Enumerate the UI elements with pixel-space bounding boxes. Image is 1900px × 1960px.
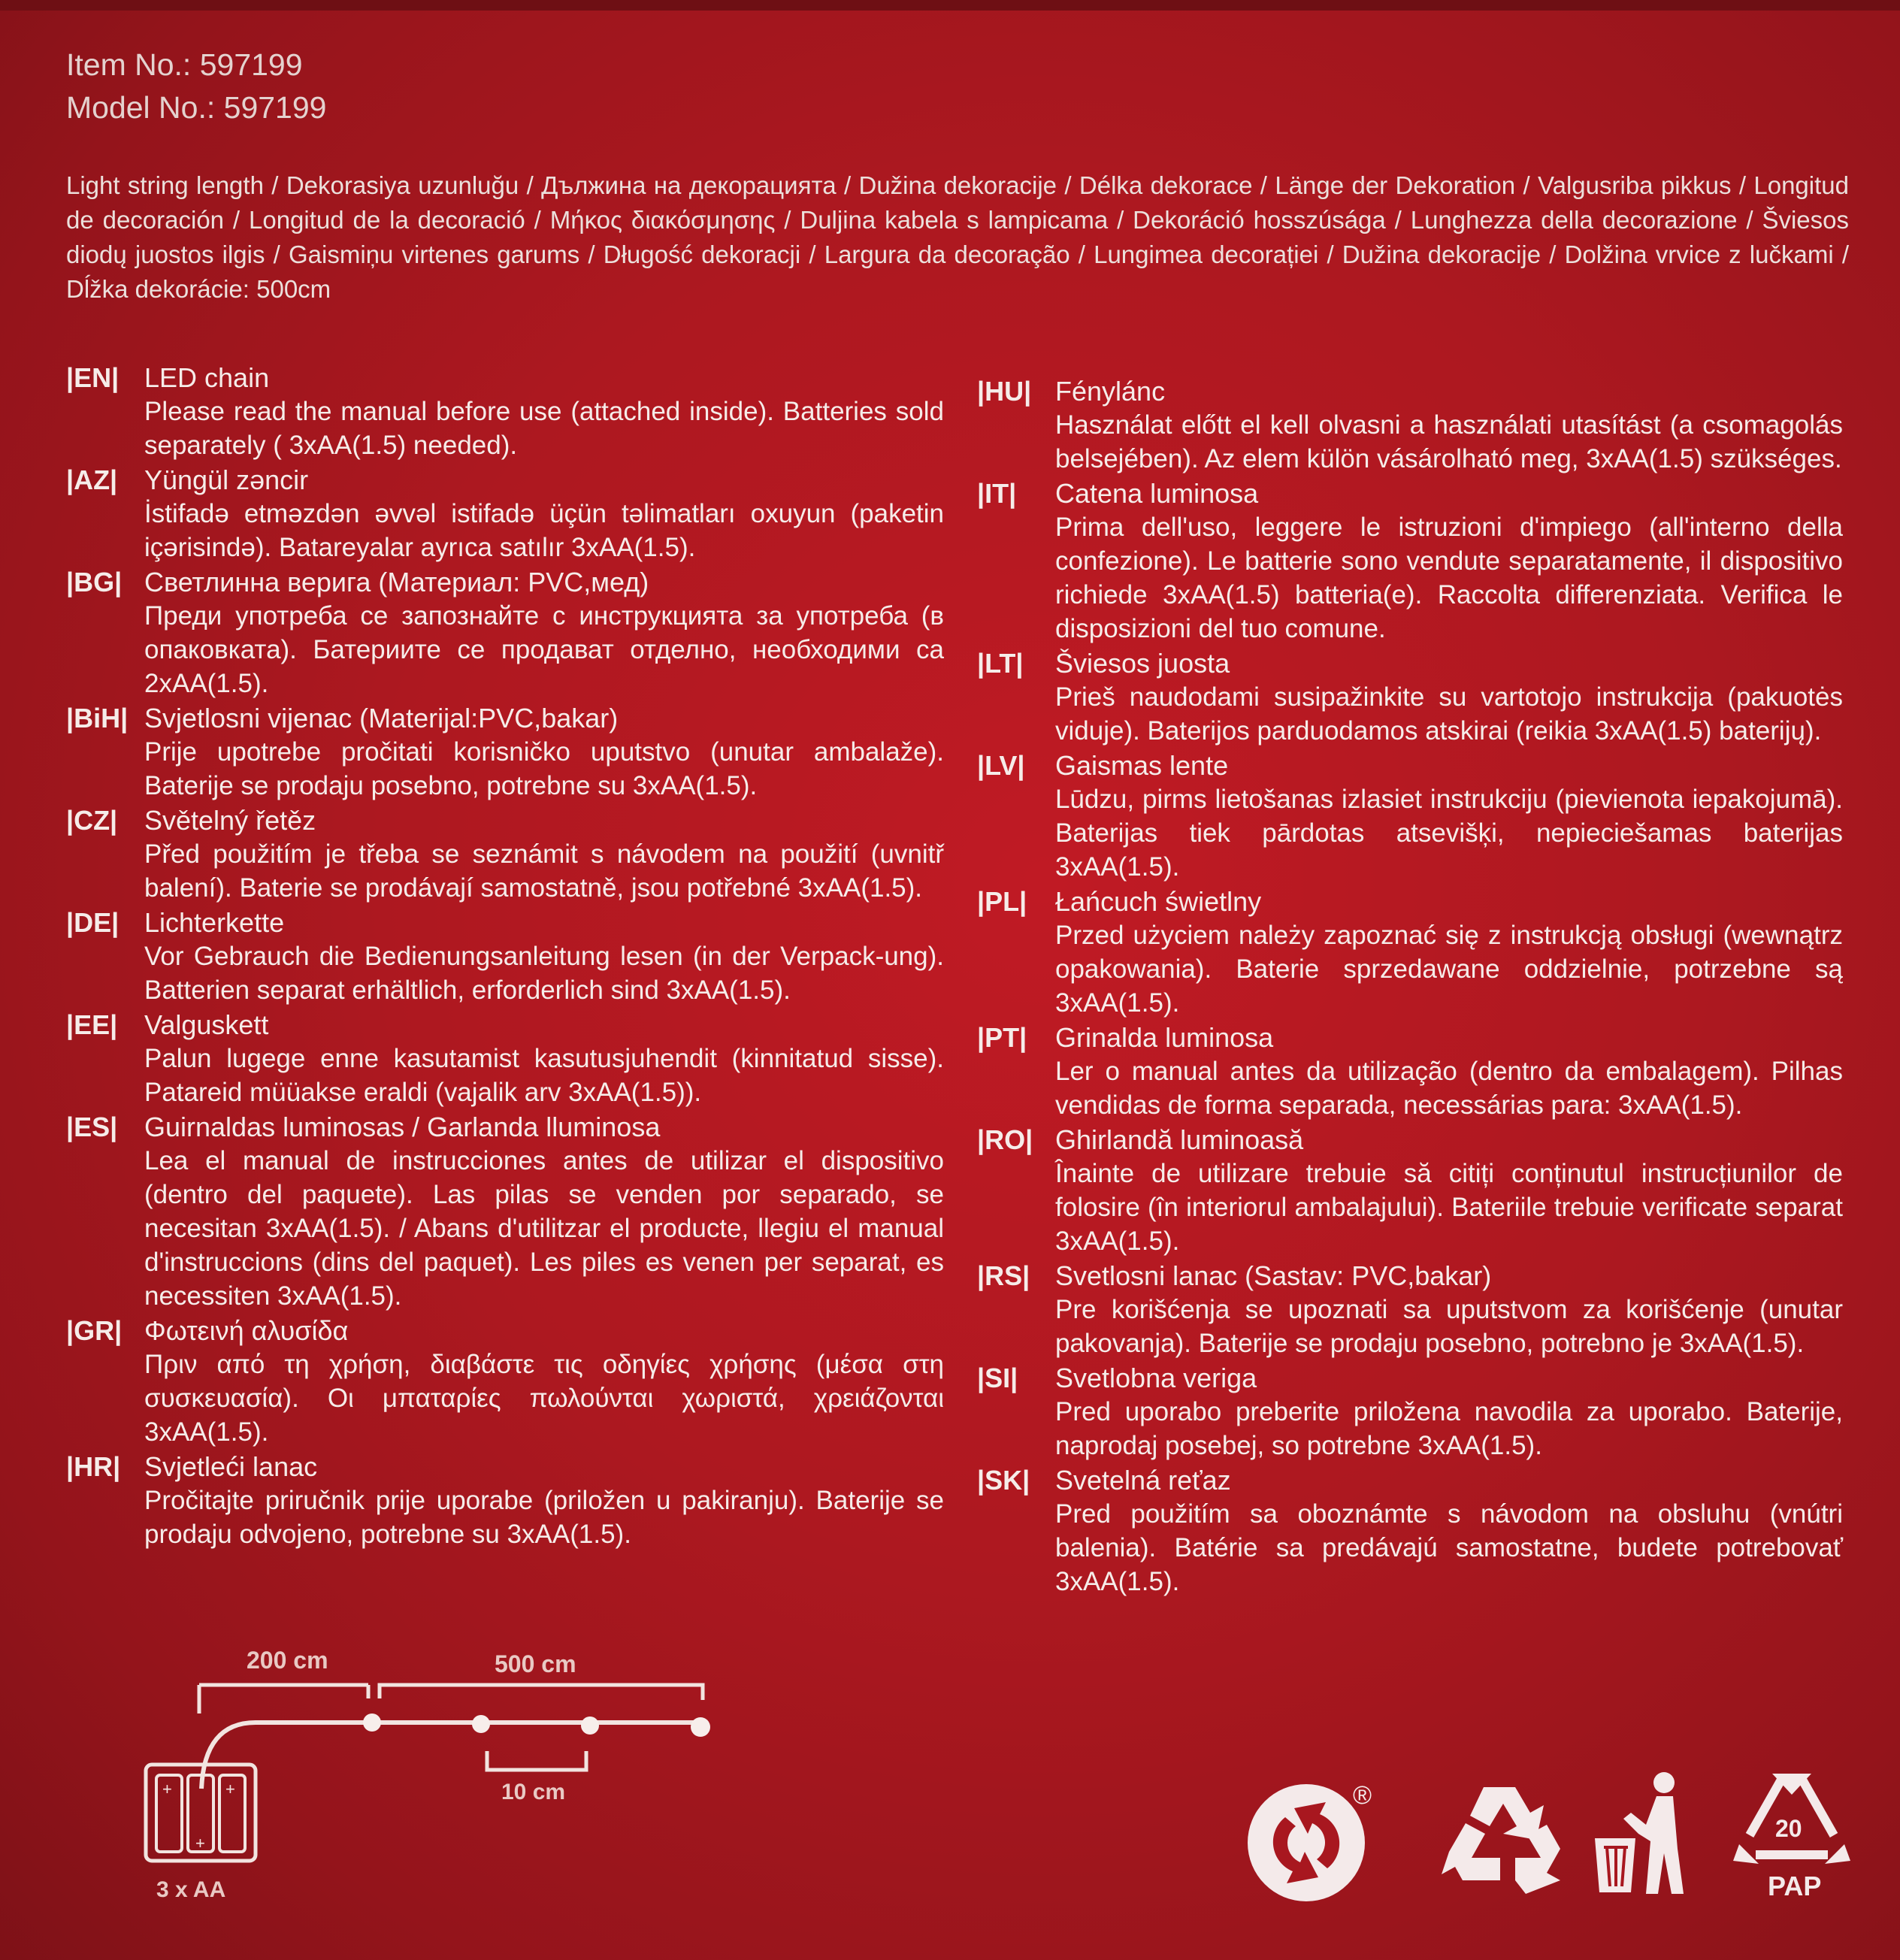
language-code: |PL| <box>977 886 1027 917</box>
registered-mark: ® <box>1353 1781 1372 1810</box>
instructions-left-column <box>66 361 944 1552</box>
bulb-4 <box>691 1717 710 1737</box>
instruction-text: Vor Gebrauch die Bedienungsanleitung lesen (in der Verpack-ung). Batterien separat erhältlich, erforderlich sind 3xAA(1.5). <box>144 942 944 1005</box>
product-name: Valguskett <box>144 1009 269 1040</box>
product-name: Lichterkette <box>144 907 285 938</box>
tidyman-bin-icon <box>1586 1766 1699 1901</box>
language-section <box>66 463 944 564</box>
item-number: Item No.: 597199 <box>66 47 303 82</box>
product-name: Yüngül zəncir <box>144 464 309 495</box>
language-code: |LT| <box>977 648 1024 679</box>
product-name: Fénylánc <box>1055 376 1166 407</box>
instruction-text: Przed użyciem należy zapoznać się z instrukcją obsługi (wewnątrz opakowania). Baterie sprzedawane oddzielnie, potrzebne są 3xAA(1.5). <box>1055 921 1843 1018</box>
box-top-edge <box>0 0 1900 11</box>
lead-length-bracket <box>199 1685 368 1713</box>
language-code: |RO| <box>977 1124 1033 1155</box>
language-section <box>977 374 1843 476</box>
instruction-text: Před použitím je třeba se seznámit s návodem na použití (uvnitř balení). Baterie se prodávají samostatně, jsou potřebné 3xAA(1.5). <box>144 839 944 903</box>
language-section <box>977 476 1843 646</box>
product-name: Svjetleći lanac <box>144 1451 318 1482</box>
product-name: Svjetlosni vijenac (Materijal:PVC,bakar) <box>144 703 619 733</box>
language-code: |GR| <box>66 1315 123 1346</box>
product-name: Svetlobna veriga <box>1055 1363 1257 1393</box>
instruction-text: Palun lugege enne kasutamist kasutusjuhendit (kinnitatud sisse). Patareid müüakse eraldi (vajalik arv 3xAA(1.5)). <box>144 1044 944 1107</box>
instruction-text: Prieš naudodami susipažinkite su vartotojo instrukcija (pakuotės viduje). Baterijos parduodamos atskirai (reikia 3xAA(1.5) baterijų). <box>1055 682 1843 746</box>
product-name: Šviesos juosta <box>1055 648 1230 679</box>
pap-label: PAP <box>1768 1871 1822 1901</box>
string-length-bracket <box>380 1685 703 1700</box>
light-string-diagram <box>135 1638 737 1909</box>
bulb-2 <box>472 1715 490 1733</box>
identifiers <box>66 44 326 129</box>
instruction-text: Πριν από τη χρήση, διαβάστε τις οδηγίες χρήσης (μέσα στη συσκευασία). Οι μπαταρίες πωλούνται χωριστά, χρειάζονται 3xAA(1.5). <box>144 1350 944 1447</box>
svg-text:+: + <box>162 1780 172 1798</box>
language-code: |EN| <box>66 362 120 393</box>
language-code: |AZ| <box>66 464 118 495</box>
bulb-3 <box>581 1717 599 1735</box>
product-name: Svetlosni lanac (Sastav: PVC,bakar) <box>1055 1260 1492 1291</box>
language-code: |BiH| <box>66 703 129 733</box>
language-section <box>66 1450 944 1551</box>
language-section <box>66 906 944 1007</box>
language-code: |DE| <box>66 907 120 938</box>
product-name: Светлинна верига (Материал: PVC,мед) <box>144 567 649 597</box>
language-section <box>66 803 944 905</box>
instruction-text: Pred použitím sa oboznámte s návodom na obsluhu (vnútri balenia). Batérie sa predávajú samostatne, budete potrebovať 3xAA(1.5). <box>1055 1499 1843 1596</box>
product-name: Łańcuch świetlny <box>1055 886 1262 917</box>
spacing-label: 10 cm <box>501 1780 566 1804</box>
language-section <box>66 1314 944 1449</box>
language-section <box>977 1361 1843 1462</box>
language-section <box>66 701 944 803</box>
instruction-text: İstifadə etməzdən əvvəl istifadə üçün təlimatları oxuyun (paketin içərisində). Batareyalar ayrıca satılır 3xAA(1.5). <box>144 499 944 562</box>
product-name: Φωτεινή αλυσίδα <box>144 1315 349 1346</box>
product-name: Guirnaldas luminosas / Garlanda lluminosa <box>144 1112 661 1142</box>
product-name: Světelný řetěz <box>144 805 316 836</box>
instruction-text: Please read the manual before use (attached inside). Batteries sold separately ( 3xAA(1.5) needed). <box>144 397 944 460</box>
product-name: Grinalda luminosa <box>1055 1022 1274 1053</box>
pap-number: 20 <box>1775 1815 1802 1842</box>
instruction-text: Pročitajte priručnik prije uporabe (priložen u pakiranju). Baterije se prodaju odvojeno, potrebne su 3xAA(1.5). <box>144 1486 944 1549</box>
language-code: |SK| <box>977 1465 1030 1496</box>
language-code: |HU| <box>977 376 1032 407</box>
language-section <box>977 749 1843 884</box>
spacing-bracket <box>487 1751 586 1770</box>
instructions-right-column <box>977 374 1843 1599</box>
instruction-text: Преди употреба се запознайте с инструкцията за употреба (в опаковката). Батериите се продават отделно, необходими са 2xAA(1.5). <box>144 601 944 698</box>
svg-text:+: + <box>195 1834 205 1853</box>
instruction-text: Prima dell'uso, leggere le istruzioni d'impiego (all'interno della confezione). Le batterie sono vendute separatamente, il dispositivo richiede 3xAA(1.5) batteria(e). Raccolta differenziata. Verifica le disposizioni del tuo comune. <box>1055 513 1843 643</box>
lead-length-label: 200 cm <box>247 1647 328 1674</box>
instruction-text: Ler o manual antes da utilização (dentro da embalagem). Pilhas vendidas de forma separada, necessárias para: 3xAA(1.5). <box>1055 1057 1843 1120</box>
instruction-text: Lūdzu, pirms lietošanas izlasiet instrukciju (pievienota iepakojumā). Baterijas tiek pārdotas atsevišķi, nepieciešamas baterijas 3xAA(1.5). <box>1055 785 1843 882</box>
instruction-text: Pred uporabo preberite priložena navodila za uporabo. Baterije, naprodaj posebej, so potrebne 3xAA(1.5). <box>1055 1397 1843 1460</box>
language-code: |IT| <box>977 478 1017 509</box>
model-number: Model No.: 597199 <box>66 90 327 125</box>
language-code: |PT| <box>977 1022 1027 1053</box>
language-section <box>66 565 944 700</box>
language-section <box>977 1463 1843 1599</box>
instruction-text: Lea el manual de instrucciones antes de utilizar el dispositivo (dentro del paquete). Las pilas se venden por separado, se necesitan 3xAA(1.5). / Abans d'utilitzar el producte, llegiu el manual d'instruccions (dins del paquet). Les piles es venen per separat, es necessiten 3xAA(1.5). <box>144 1146 944 1311</box>
instruction-text: Prije upotrebe pročitati korisničko uputstvo (unutar ambalaže). Baterije se prodaju posebno, potrebne su 3xAA(1.5). <box>144 737 944 800</box>
product-name: Ghirlandă luminoasă <box>1055 1124 1304 1155</box>
language-code: |LV| <box>977 750 1025 781</box>
language-section <box>977 646 1843 748</box>
product-name: Catena luminosa <box>1055 478 1259 509</box>
language-code: |CZ| <box>66 805 118 836</box>
language-section <box>66 1110 944 1313</box>
language-code: |HR| <box>66 1451 121 1482</box>
product-name: Svetelná reťaz <box>1055 1465 1231 1496</box>
language-code: |RS| <box>977 1260 1030 1291</box>
recycle-icon <box>1428 1774 1571 1901</box>
light-string-wire <box>201 1723 700 1789</box>
instruction-text: Înainte de utilizare trebuie să citiți conținutul instrucțiunilor de folosire (în interiorul ambalajului). Bateriile trebuie verificate separat 3xAA(1.5). <box>1055 1159 1843 1256</box>
bulb-1 <box>363 1713 381 1732</box>
green-dot-icon <box>1240 1774 1383 1909</box>
language-code: |BG| <box>66 567 123 597</box>
language-section <box>66 1008 944 1109</box>
svg-text:+: + <box>225 1780 235 1798</box>
pap-20-recycling-icon <box>1729 1766 1856 1909</box>
product-name: LED chain <box>144 362 270 393</box>
recycling-symbols <box>1233 1759 1856 1909</box>
product-name: Gaismas lente <box>1055 750 1229 781</box>
language-code: |ES| <box>66 1112 118 1142</box>
language-code: |SI| <box>977 1363 1018 1393</box>
language-section <box>977 1259 1843 1360</box>
battery-label: 3 x AA <box>156 1877 226 1902</box>
language-section <box>977 1021 1843 1122</box>
language-section <box>66 361 944 462</box>
instruction-text: Használat előtt el kell olvasni a használati utasítást (a csomagolás belsejében). Az elem külön vásárolható meg, 3xAA(1.5) szükséges. <box>1055 410 1843 473</box>
language-code: |EE| <box>66 1009 118 1040</box>
language-section <box>977 885 1843 1020</box>
light-string-length-text: Light string length / Dekorasiya uzunluğu / Дължина на декорацията / Dužina dekoracije / Délka dekorace / Länge der Dekoration / Valgusriba pikkus / Longitud de decoración / Longitud de la decoració / Μήκος διακόσμησης / Duljina kabela s lampicama / Dekoráció hosszúsága / Lunghezza della decorazione / Šviesos diodų juostos ilgis / Gaismiņu virtenes garums / Długość dekoracji / Largura da decoração / Lungimea decorației / Dužina dekoracije / Dolžina vrvice z lučkami / Dĺžka dekorácie: 500cm <box>66 171 1849 303</box>
language-section <box>977 1123 1843 1258</box>
string-length-label: 500 cm <box>495 1650 576 1677</box>
instruction-text: Pre korišćenja se upoznati sa uputstvom za korišćenje (unutar pakovanja). Baterije se prodaju posebno, potrebno je 3xAA(1.5). <box>1055 1295 1843 1358</box>
